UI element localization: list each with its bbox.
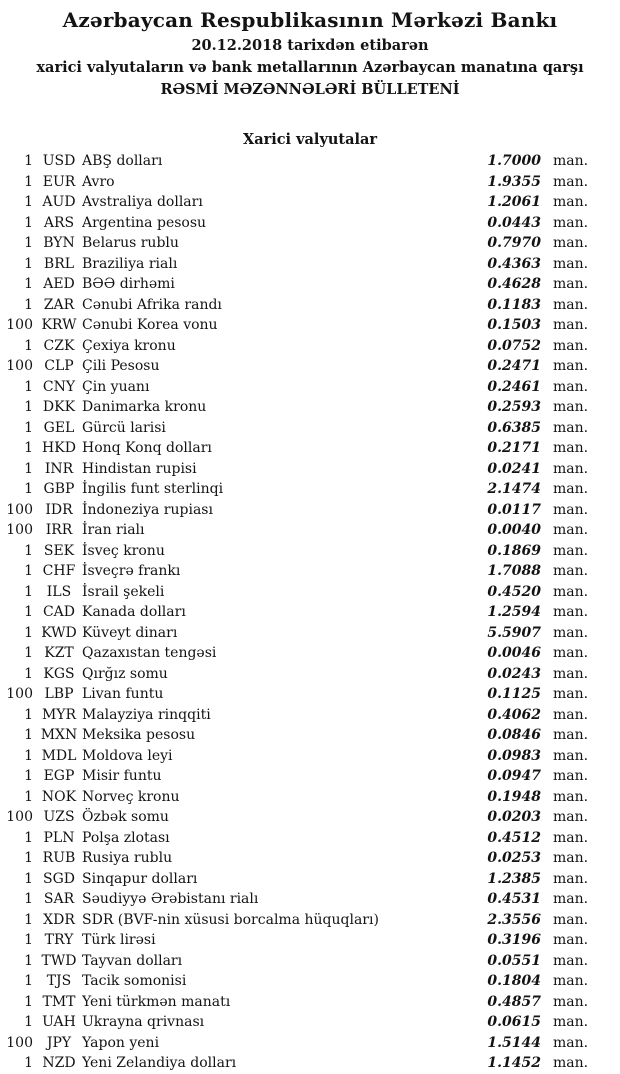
- unit-cell: man.: [553, 358, 589, 374]
- table-row: [0, 233, 620, 254]
- table-row: [0, 500, 620, 521]
- quantity-cell: 1: [24, 235, 33, 251]
- currency-name-cell: Belarus rublu: [82, 235, 179, 251]
- rate-cell: 0.0117: [487, 501, 541, 518]
- quantity-cell: 100: [6, 686, 33, 702]
- table-row: [0, 479, 620, 500]
- quantity-cell: 1: [24, 460, 33, 477]
- currency-code-cell: NOK: [41, 788, 77, 805]
- quantity-cell: 1: [24, 542, 33, 559]
- rate-cell: 2.1474: [487, 481, 541, 497]
- unit-cell: man.: [553, 1014, 589, 1030]
- currency-name-cell: Tayvan dolları: [82, 952, 183, 969]
- currency-name-cell: İsveçrə frankı: [82, 563, 181, 579]
- table-row: [0, 848, 620, 869]
- quantity-cell: 1: [24, 1055, 33, 1071]
- table-row: [0, 520, 620, 541]
- table-row: [0, 459, 620, 480]
- quantity-cell: 1: [24, 768, 33, 784]
- currency-code-cell: KGS: [43, 665, 75, 682]
- table-row: [0, 1053, 620, 1074]
- currency-code-cell: AED: [43, 276, 75, 292]
- currency-name-cell: İran rialı: [82, 522, 145, 538]
- currency-name-cell: Küveyt dinarı: [82, 624, 178, 641]
- currency-code-cell: GBP: [43, 481, 75, 497]
- currency-name-cell: Misir funtu: [82, 768, 162, 784]
- unit-cell: man.: [553, 829, 589, 846]
- rate-cell: 0.0253: [487, 850, 541, 866]
- unit-cell: man.: [553, 932, 589, 948]
- rate-cell: 0.2461: [487, 378, 541, 395]
- currency-code-cell: NZD: [42, 1055, 76, 1071]
- currency-code-cell: KWD: [41, 624, 77, 641]
- document-header: [0, 0, 620, 101]
- rate-cell: 1.2385: [487, 870, 541, 887]
- quantity-cell: 1: [24, 604, 33, 620]
- currency-code-cell: MXN: [40, 727, 78, 743]
- currency-code-cell: MDL: [41, 747, 77, 764]
- section-title-foreign-currencies: Xarici valyutalar: [242, 131, 378, 148]
- currency-name-cell: Cənubi Afrika randı: [82, 296, 222, 313]
- quantity-cell: 1: [24, 378, 33, 395]
- quantity-cell: 1: [24, 993, 33, 1010]
- rate-cell: 0.0947: [487, 768, 541, 784]
- currency-name-cell: Honq Konq dolları: [82, 440, 212, 456]
- quantity-cell: 1: [24, 481, 33, 497]
- currency-code-cell: CZK: [43, 337, 75, 354]
- table-row: [0, 1033, 620, 1054]
- table-row: [0, 807, 620, 828]
- currency-code-cell: TWD: [41, 952, 77, 969]
- rate-cell: 0.1869: [487, 542, 541, 559]
- currency-name-cell: Cənubi Korea vonu: [82, 317, 218, 333]
- currency-code-cell: BYN: [43, 235, 75, 251]
- table-row: [0, 623, 620, 644]
- currency-name-cell: Braziliya rialı: [82, 255, 178, 272]
- unit-cell: man.: [553, 1055, 589, 1071]
- currency-code-cell: SEK: [43, 542, 75, 559]
- table-row: [0, 992, 620, 1013]
- quantity-cell: 1: [24, 214, 33, 231]
- unit-cell: man.: [553, 337, 589, 354]
- table-row: [0, 664, 620, 685]
- currency-name-cell: Çin yuanı: [82, 378, 150, 395]
- quantity-cell: 1: [24, 1014, 33, 1030]
- unit-cell: man.: [553, 583, 589, 600]
- table-row: [0, 828, 620, 849]
- currency-code-cell: IDR: [45, 501, 73, 518]
- unit-cell: man.: [553, 727, 589, 743]
- currency-code-cell: UAH: [42, 1014, 76, 1030]
- effective-date-line: 20.12.2018 tarixdən etibarən: [191, 37, 429, 54]
- quantity-cell: 1: [24, 706, 33, 723]
- currency-name-cell: Gürcü larisi: [82, 419, 166, 436]
- unit-cell: man.: [553, 645, 589, 661]
- table-row: [0, 582, 620, 603]
- unit-cell: man.: [553, 378, 589, 395]
- rate-cell: 0.3196: [487, 932, 541, 948]
- table-row: [0, 315, 620, 336]
- quantity-cell: 100: [6, 317, 33, 333]
- currency-code-cell: RUB: [42, 850, 76, 866]
- table-row: [0, 1012, 620, 1033]
- unit-cell: man.: [553, 542, 589, 559]
- currency-code-cell: XDR: [43, 911, 75, 928]
- bulletin-title: RƏSMİ MƏZƏNNƏLƏRİ BÜLLETENİ: [160, 81, 460, 98]
- currency-name-cell: Yeni türkmən manatı: [82, 993, 231, 1010]
- table-row: [0, 254, 620, 275]
- unit-cell: man.: [553, 194, 589, 210]
- quantity-cell: 1: [24, 747, 33, 764]
- unit-cell: man.: [553, 973, 589, 989]
- unit-cell: man.: [553, 563, 589, 579]
- currency-code-cell: KZT: [44, 645, 74, 661]
- unit-cell: man.: [553, 809, 589, 825]
- currency-name-cell: Qazaxıstan tengəsi: [82, 645, 217, 661]
- currency-code-cell: EUR: [42, 173, 76, 190]
- rate-cell: 1.2594: [487, 604, 541, 620]
- quantity-cell: 100: [6, 1034, 33, 1051]
- quantity-cell: 1: [24, 173, 33, 190]
- table-row: [0, 746, 620, 767]
- table-row: [0, 869, 620, 890]
- rate-cell: 0.7970: [487, 235, 541, 251]
- currency-code-cell: MYR: [41, 706, 77, 723]
- quantity-cell: 1: [24, 932, 33, 948]
- currency-code-cell: ILS: [46, 583, 72, 600]
- currency-name-cell: Tacik somonisi: [82, 973, 187, 989]
- quantity-cell: 1: [24, 296, 33, 313]
- bank-title: Azərbaycan Respublikasının Mərkəzi Bankı: [62, 8, 558, 32]
- table-row: [0, 951, 620, 972]
- currency-name-cell: Livan funtu: [82, 686, 164, 702]
- currency-code-cell: CHF: [42, 563, 76, 579]
- rate-cell: 1.7088: [487, 563, 541, 579]
- rate-cell: 0.4363: [487, 255, 541, 272]
- table-row: [0, 541, 620, 562]
- currency-name-cell: Çexiya kronu: [82, 337, 176, 354]
- quantity-cell: 1: [24, 788, 33, 805]
- table-row: [0, 356, 620, 377]
- currency-name-cell: Türk lirəsi: [82, 932, 156, 948]
- table-row: [0, 295, 620, 316]
- rate-cell: 0.0040: [487, 522, 541, 538]
- quantity-cell: 1: [24, 153, 33, 169]
- rate-cell: 0.2471: [487, 358, 541, 374]
- unit-cell: man.: [553, 419, 589, 436]
- currency-code-cell: INR: [44, 460, 74, 477]
- unit-cell: man.: [553, 850, 589, 866]
- quantity-cell: 1: [24, 727, 33, 743]
- unit-cell: man.: [553, 481, 589, 497]
- table-row: [0, 766, 620, 787]
- unit-cell: man.: [553, 214, 589, 231]
- rate-cell: 0.1948: [487, 788, 541, 805]
- currency-name-cell: SDR (BVF-nin xüsusi borcalma hüquqları): [82, 911, 379, 928]
- quantity-cell: 1: [24, 645, 33, 661]
- unit-cell: man.: [553, 440, 589, 456]
- table-row: [0, 172, 620, 193]
- rate-cell: 0.0046: [487, 645, 541, 661]
- quantity-cell: 100: [6, 809, 33, 825]
- unit-cell: man.: [553, 522, 589, 538]
- quantity-cell: 1: [24, 583, 33, 600]
- currency-code-cell: KRW: [41, 317, 77, 333]
- unit-cell: man.: [553, 460, 589, 477]
- currency-code-cell: TMT: [42, 993, 76, 1010]
- currency-name-cell: İsrail şekeli: [82, 583, 165, 600]
- subtitle-line: xarici valyutaların və bank metallarının Azərbaycan manatına qarşı: [36, 59, 584, 76]
- quantity-cell: 1: [24, 563, 33, 579]
- table-row: [0, 397, 620, 418]
- currency-name-cell: Avro: [82, 173, 115, 190]
- table-row: [0, 377, 620, 398]
- quantity-cell: 1: [24, 276, 33, 292]
- currency-name-cell: Danimarka kronu: [82, 399, 207, 415]
- currency-code-cell: TRY: [44, 932, 74, 948]
- currency-name-cell: Yeni Zelandiya dolları: [82, 1055, 237, 1071]
- unit-cell: man.: [553, 173, 589, 190]
- unit-cell: man.: [553, 153, 589, 169]
- currency-name-cell: Avstraliya dolları: [82, 194, 203, 210]
- unit-cell: man.: [553, 686, 589, 702]
- unit-cell: man.: [553, 747, 589, 764]
- quantity-cell: 1: [24, 255, 33, 272]
- table-row: [0, 151, 620, 172]
- rate-cell: 0.0551: [487, 952, 541, 969]
- currency-name-cell: İsveç kronu: [82, 542, 165, 559]
- rate-cell: 0.1503: [487, 317, 541, 333]
- rate-cell: 0.1125: [487, 686, 541, 702]
- unit-cell: man.: [553, 768, 589, 784]
- unit-cell: man.: [553, 665, 589, 682]
- currency-name-cell: Moldova leyi: [82, 747, 173, 764]
- unit-cell: man.: [553, 952, 589, 969]
- table-row: [0, 418, 620, 439]
- unit-cell: man.: [553, 788, 589, 805]
- table-row: [0, 561, 620, 582]
- unit-cell: man.: [553, 706, 589, 723]
- rate-cell: 0.0443: [487, 214, 541, 231]
- unit-cell: man.: [553, 501, 589, 518]
- currency-code-cell: BRL: [43, 255, 75, 272]
- currency-code-cell: AUD: [42, 194, 76, 210]
- currency-name-cell: ABŞ dolları: [82, 153, 163, 169]
- quantity-cell: 1: [24, 973, 33, 989]
- quantity-cell: 1: [24, 337, 33, 354]
- rate-cell: 1.2061: [487, 194, 541, 210]
- currency-code-cell: SGD: [43, 870, 75, 887]
- currency-code-cell: CAD: [42, 604, 76, 620]
- rate-cell: 0.0243: [487, 665, 541, 682]
- quantity-cell: 1: [24, 850, 33, 866]
- rate-cell: 1.9355: [487, 173, 541, 190]
- rate-cell: 0.4062: [487, 706, 541, 723]
- currency-name-cell: İndoneziya rupiası: [82, 501, 213, 518]
- unit-cell: man.: [553, 399, 589, 415]
- currency-name-cell: Norveç kronu: [82, 788, 180, 805]
- rate-cell: 0.2171: [487, 440, 541, 456]
- unit-cell: man.: [553, 255, 589, 272]
- rate-cell: 0.4512: [487, 829, 541, 846]
- quantity-cell: 1: [24, 624, 33, 641]
- rate-cell: 0.4520: [487, 583, 541, 600]
- rate-cell: 5.5907: [487, 624, 541, 641]
- quantity-cell: 1: [24, 194, 33, 210]
- rate-cell: 1.5144: [487, 1034, 541, 1051]
- table-row: [0, 336, 620, 357]
- currency-name-cell: İngilis funt sterlinqi: [82, 481, 224, 497]
- unit-cell: man.: [553, 296, 589, 313]
- quantity-cell: 100: [6, 522, 33, 538]
- rate-cell: 0.0203: [487, 809, 541, 825]
- currency-name-cell: BƏƏ dirhəmi: [82, 276, 175, 292]
- currency-code-cell: PLN: [43, 829, 75, 846]
- currency-name-cell: Səudiyyə Ərəbistanı rialı: [82, 891, 259, 907]
- currency-code-cell: IRR: [45, 522, 73, 538]
- quantity-cell: 1: [24, 891, 33, 907]
- currency-name-cell: Hindistan rupisi: [82, 460, 197, 477]
- currency-name-cell: Meksika pesosu: [82, 727, 196, 743]
- rate-cell: 0.0615: [487, 1014, 541, 1030]
- rate-cell: 0.0752: [487, 337, 541, 354]
- currency-code-cell: USD: [42, 153, 76, 169]
- table-row: [0, 725, 620, 746]
- table-row: [0, 602, 620, 623]
- rate-cell: 0.4857: [487, 993, 541, 1010]
- quantity-cell: 1: [24, 952, 33, 969]
- currency-code-cell: HKD: [42, 440, 76, 456]
- currency-name-cell: Qırğız somu: [82, 665, 168, 682]
- quantity-cell: 100: [6, 358, 33, 374]
- rate-cell: 0.6385: [487, 419, 541, 436]
- rate-cell: 0.4531: [487, 891, 541, 907]
- currency-code-cell: TJS: [46, 973, 72, 989]
- table-row: [0, 889, 620, 910]
- unit-cell: man.: [553, 993, 589, 1010]
- rate-cell: 0.1183: [487, 296, 541, 313]
- currency-code-cell: SAR: [43, 891, 75, 907]
- rate-cell: 1.1452: [487, 1055, 541, 1071]
- rate-cell: 0.0241: [487, 460, 541, 477]
- currency-code-cell: EGP: [43, 768, 75, 784]
- table-row: [0, 438, 620, 459]
- currency-name-cell: Çili Pesosu: [82, 358, 160, 374]
- table-row: [0, 971, 620, 992]
- table-row: [0, 705, 620, 726]
- currency-code-cell: DKK: [42, 399, 76, 415]
- table-row: [0, 274, 620, 295]
- currency-name-cell: Rusiya rublu: [82, 850, 173, 866]
- currency-code-cell: GEL: [43, 419, 75, 436]
- quantity-cell: 1: [24, 399, 33, 415]
- quantity-cell: 1: [24, 440, 33, 456]
- currency-code-cell: LBP: [44, 686, 74, 702]
- quantity-cell: 1: [24, 870, 33, 887]
- currency-code-cell: UZS: [43, 809, 75, 825]
- table-row: [0, 910, 620, 931]
- currency-name-cell: Polşa zlotası: [82, 829, 170, 846]
- rate-cell: 0.0983: [487, 747, 541, 764]
- table-row: [0, 213, 620, 234]
- currency-code-cell: JPY: [46, 1034, 72, 1051]
- unit-cell: man.: [553, 624, 589, 641]
- quantity-cell: 1: [24, 829, 33, 846]
- rate-cell: 0.2593: [487, 399, 541, 415]
- table-row: [0, 930, 620, 951]
- table-row: [0, 684, 620, 705]
- table-row: [0, 192, 620, 213]
- rate-cell: 2.3556: [487, 911, 541, 928]
- quantity-cell: 1: [24, 665, 33, 682]
- quantity-cell: 100: [6, 501, 33, 518]
- currency-code-cell: CLP: [44, 358, 74, 374]
- unit-cell: man.: [553, 911, 589, 928]
- rate-cell: 0.1804: [487, 973, 541, 989]
- unit-cell: man.: [553, 317, 589, 333]
- rate-cell: 1.7000: [487, 153, 541, 169]
- currency-code-cell: ARS: [43, 214, 75, 231]
- currency-name-cell: Argentina pesosu: [82, 214, 207, 231]
- currency-code-cell: CNY: [42, 378, 76, 395]
- unit-cell: man.: [553, 870, 589, 887]
- quantity-cell: 1: [24, 419, 33, 436]
- unit-cell: man.: [553, 604, 589, 620]
- unit-cell: man.: [553, 235, 589, 251]
- currency-name-cell: Ukrayna qrivnası: [82, 1014, 205, 1030]
- unit-cell: man.: [553, 1034, 589, 1051]
- rate-cell: 0.4628: [487, 276, 541, 292]
- unit-cell: man.: [553, 276, 589, 292]
- table-row: [0, 643, 620, 664]
- unit-cell: man.: [553, 891, 589, 907]
- rate-cell: 0.0846: [487, 727, 541, 743]
- rates-table: [0, 151, 620, 1074]
- currency-code-cell: ZAR: [43, 296, 75, 313]
- currency-name-cell: Malayziya rinqqiti: [82, 706, 211, 723]
- currency-name-cell: Özbək somu: [82, 809, 169, 825]
- currency-name-cell: Kanada dolları: [82, 604, 186, 620]
- currency-name-cell: Yapon yeni: [82, 1034, 160, 1051]
- table-row: [0, 787, 620, 808]
- quantity-cell: 1: [24, 911, 33, 928]
- currency-name-cell: Sinqapur dolları: [82, 870, 198, 887]
